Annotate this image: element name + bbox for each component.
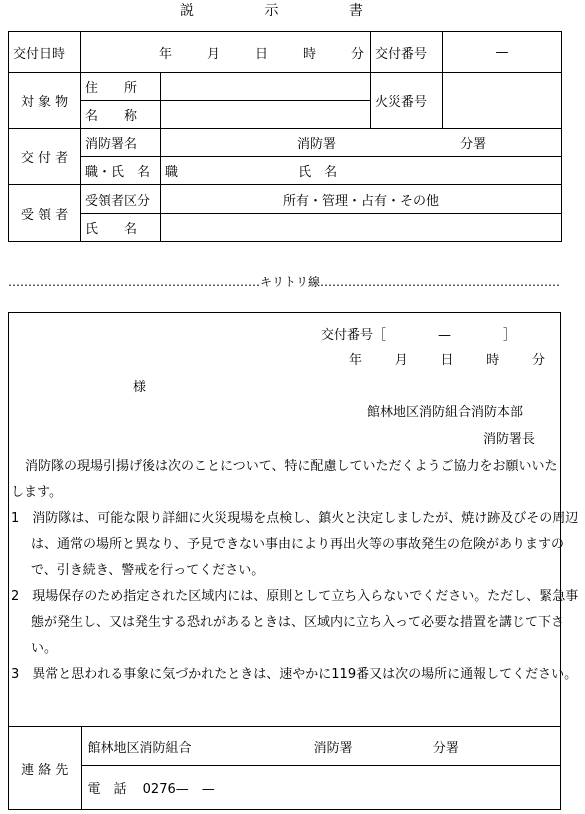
juryosha-kubun-options[interactable]: 所有・管理・占有・その他 xyxy=(161,185,562,214)
contact-phone-label: 電 話 xyxy=(87,782,127,798)
contact-phone-row xyxy=(81,766,560,810)
item-3: 3 異常と思われる事象に気づかれたときは、速やかに119番又は次の場所に通報してください。 xyxy=(11,667,578,682)
contact-table xyxy=(9,726,560,810)
shoku-shimei-label: 職・氏 名 xyxy=(81,157,161,185)
kofu-bango-field[interactable]: — xyxy=(443,32,562,73)
day-label: 日 xyxy=(440,353,454,368)
shimei2-label: 氏 名 xyxy=(81,214,161,242)
jusho-field[interactable] xyxy=(161,73,371,101)
taisho-label: 対 象 物 xyxy=(9,73,81,129)
contact-org-row xyxy=(81,727,560,766)
contact-phone: 0276— — xyxy=(142,782,215,798)
record-form xyxy=(8,31,562,242)
juryosha-kubun-label: 受領者区分 xyxy=(81,185,161,214)
notice-slip xyxy=(8,312,579,810)
title-char: 書 xyxy=(348,3,363,19)
shimei2-field[interactable] xyxy=(161,214,562,242)
year-label: 年 xyxy=(349,353,363,368)
title-char: 示 xyxy=(264,3,279,19)
shobosho-mei-label: 消防署名 xyxy=(81,129,161,157)
kasai-bango-label: 火災番号 xyxy=(371,73,443,129)
cut-line: ………………………………………………………キリトリ線…………………………………………………… xyxy=(8,276,561,288)
month-label: 月 xyxy=(207,46,221,62)
hour-label: 時 xyxy=(303,46,317,62)
meisho-label: 名 称 xyxy=(81,101,161,129)
kasai-bango-field[interactable] xyxy=(443,73,562,129)
kofu-nichiji-field[interactable] xyxy=(81,32,371,73)
kofusha-label: 交 付 者 xyxy=(9,129,81,185)
juryosha-label: 受 領 者 xyxy=(9,185,81,242)
contact-bunsho: 分署 xyxy=(432,740,459,756)
slip-kofu-bango: 交付番号［ — ］ xyxy=(321,328,517,343)
jusho-label: 住 所 xyxy=(81,73,161,101)
chief-title: 消防署長 xyxy=(483,432,536,447)
hour-label: 時 xyxy=(486,353,500,368)
contact-label: 連 絡 先 xyxy=(9,727,81,810)
shoku-label: 職 xyxy=(165,165,179,180)
organization: 館林地区消防組合消防本部 xyxy=(367,405,524,420)
minute-label: 分 xyxy=(531,353,545,368)
item-2: 2 現場保存のため指定された区域内には、原則として立ち入らないでください。ただし、緊急事態が発生し、又は発生する恐れがあるときは、区域内に立ち入って必要な措置を講じて下さい。 xyxy=(11,589,579,656)
shobosho-mei-field[interactable] xyxy=(161,129,562,157)
shimei-label: 氏 名 xyxy=(298,165,338,180)
shoku-shimei-field[interactable] xyxy=(161,157,562,185)
page-title xyxy=(180,4,363,18)
contact-org: 館林地区消防組合 xyxy=(87,740,192,756)
minute-label: 分 xyxy=(351,46,365,62)
title-char: 説 xyxy=(180,3,194,19)
addressee-sama: 様 xyxy=(133,380,147,395)
item-1: 1 消防隊は、可能な限り詳細に火災現場を点検し、鎮火と決定しましたが、焼け跡及びその周辺は、通常の場所と異なり、予見できない事由により再出火等の事故発生の危険がありますので、引き続き、警戒を行ってください。 xyxy=(11,511,579,578)
kofu-nichiji-label: 交付日時 xyxy=(9,32,81,73)
bunsho-suffix: 分署 xyxy=(460,137,487,152)
intro-paragraph: 消防隊の現場引揚げ後は次のことについて、特に配慮していただくようご協力をお願いいたします。 xyxy=(11,459,558,500)
slip-date xyxy=(349,354,545,367)
cut-line-label: キリトリ線 xyxy=(260,276,321,288)
month-label: 月 xyxy=(394,353,408,368)
year-label: 年 xyxy=(159,46,173,62)
meisho-field[interactable] xyxy=(161,101,371,129)
day-label: 日 xyxy=(255,46,269,62)
shobosho-suffix: 消防署 xyxy=(297,137,337,152)
kofu-bango-label: 交付番号 xyxy=(371,32,443,73)
contact-shobosho: 消防署 xyxy=(313,740,353,756)
